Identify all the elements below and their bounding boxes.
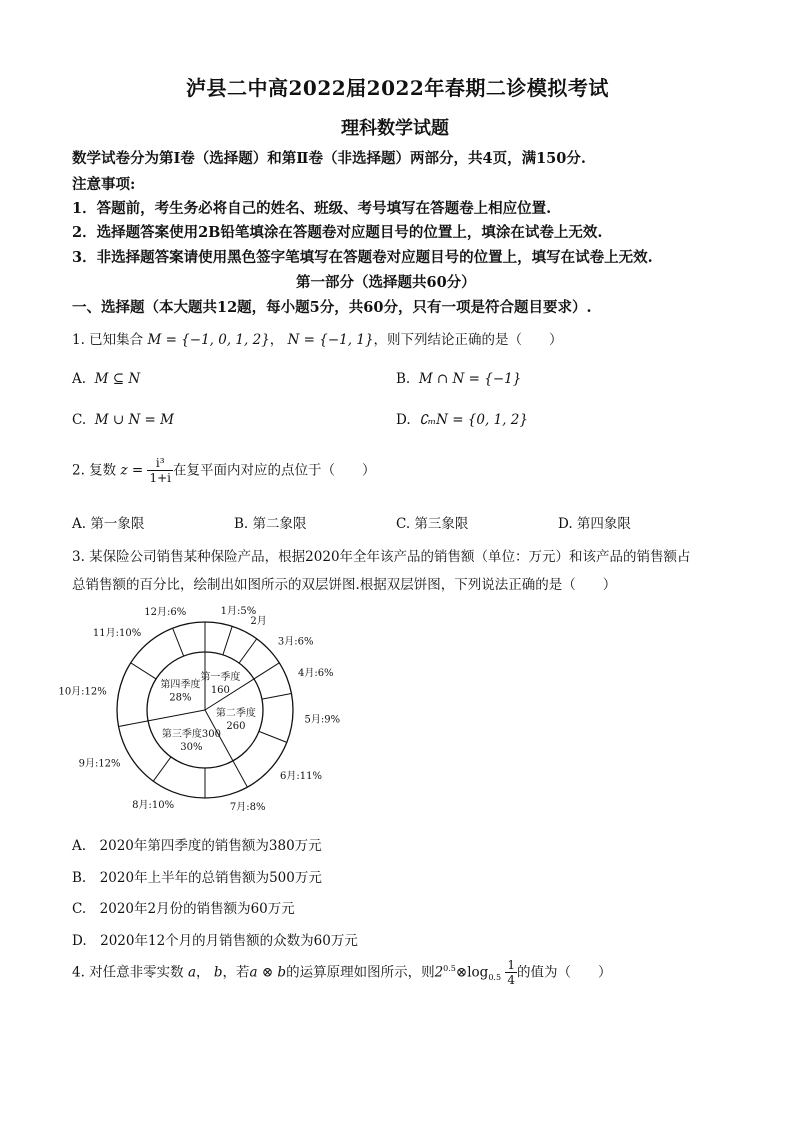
q4-log: log [467, 964, 489, 981]
quarter-value: 160 [210, 685, 230, 697]
q3-option-d: D. 2020年12个月的月销售额的众数为60万元 [72, 933, 358, 949]
q1-option-a [72, 371, 140, 387]
month-label: 3月:6% [277, 636, 314, 648]
q1-option-b-label: B. [396, 371, 411, 387]
q2-option-a: A. 第一象限 [72, 516, 145, 532]
month-divider [239, 639, 257, 663]
quarter-label: 第四季度 [160, 679, 201, 691]
q4-fraction-num: 1 [507, 958, 515, 972]
q1-option-c-text: M ∪ N = M [94, 412, 174, 428]
q4-b: b [213, 964, 223, 981]
q1-option-b-text: M ∩ N = {−1} [418, 371, 522, 387]
q1-set-m: M = {−1, 0, 1, 2} [147, 332, 270, 348]
q3-option-a: A. 2020年第四季度的销售额为380万元 [72, 838, 322, 854]
q2-fraction [147, 456, 173, 486]
question-3-line-2: 总销售额的百分比，绘制出如图所示的双层饼图.根据双层饼图，下列说法正确的是（ ） [72, 577, 617, 593]
question-4 [72, 958, 611, 988]
q2-z: z = [120, 462, 144, 479]
q2-prefix: 2. 复数 [72, 462, 117, 479]
q2-option-d: D. 第四象限 [558, 516, 631, 532]
q4-op: a ⊗ b [249, 964, 287, 981]
q2-option-c: C. 第三象限 [396, 516, 469, 532]
q4-otimes: ⊗ [455, 964, 468, 981]
quarter-divider [148, 710, 205, 721]
q3-option-b: B. 2020年上半年的总销售额为500万元 [72, 870, 322, 886]
q1-option-c-label: C. [72, 412, 87, 428]
double-pie-chart [58, 606, 346, 813]
q2-option-b: B. 第二象限 [234, 516, 307, 532]
q1-option-a-text: M ⊆ N [94, 371, 141, 387]
q1-option-d [396, 412, 528, 428]
q1-option-d-text: ∁ₘN = {0, 1, 2} [419, 412, 528, 428]
question-2 [72, 456, 376, 486]
question-3-line-1: 3. 某保险公司销售某种保险产品，根据2020年全年该产品的销售额（单位：万元）和该产品的销售额占 [72, 549, 691, 565]
month-divider [259, 731, 287, 742]
section-heading: 一、选择题（本大题共12题，每小题5分，共60分，只有一项是符合题目要求）. [72, 299, 592, 316]
q4-a: a [187, 964, 197, 981]
q3-option-c: C. 2020年2月份的销售额为60万元 [72, 901, 295, 917]
part-heading: 第一部分（选择题共60分） [296, 274, 476, 291]
month-divider [119, 721, 148, 727]
month-label: 10月:12% [58, 686, 107, 698]
quarter-value: 30% [180, 741, 203, 753]
q1-suffix: ，则下列结论正确的是（ ） [373, 332, 563, 348]
month-label: 12月:6% [144, 606, 187, 618]
q1-set-n: N = {−1, 1} [287, 332, 374, 348]
month-divider [173, 628, 184, 656]
quarter-label: 第二季度 [215, 707, 256, 719]
q1-option-b [396, 371, 521, 387]
exam-title: 泸县二中高2022届2022年春期二诊模拟考试 [186, 76, 609, 100]
q1-option-c [72, 412, 174, 428]
q1-sep: ， [269, 332, 284, 348]
q4-mid: ，若 [222, 964, 250, 981]
q2-numerator: i³ [147, 456, 173, 471]
q4-comma: ， [196, 964, 210, 981]
month-label: 9月:12% [78, 758, 121, 770]
month-divider [254, 663, 279, 679]
month-label: 4月:6% [297, 668, 334, 680]
month-divider [262, 694, 291, 700]
q4-base: 2 [434, 964, 444, 981]
q2-suffix: 在复平面内对应的点位于（ ） [173, 462, 376, 479]
q4-exp: 0.5 [443, 963, 456, 973]
q4-fraction [505, 958, 517, 988]
month-divider [153, 757, 171, 781]
q1-option-d-label: D. [396, 412, 411, 428]
q4-prefix: 4. 对任意非零实数 [72, 964, 184, 981]
exam-subtitle: 理科数学试题 [341, 118, 449, 139]
note-2: 2．选择题答案使用2B铅笔填涂在答题卷对应题目号的位置上，填涂在试卷上无效. [72, 224, 603, 241]
q4-suffix: 的值为（ ） [516, 964, 612, 981]
month-label: 5月:9% [304, 714, 341, 726]
quarter-value: 260 [226, 720, 246, 732]
month-label: 11月:10% [92, 627, 142, 639]
month-divider [233, 761, 247, 787]
month-label: 7月:8% [229, 801, 266, 813]
month-divider [131, 663, 156, 679]
notes-title: 注意事项: [72, 176, 136, 193]
q4-mid2: 的运算原理如图所示，则 [286, 964, 435, 981]
intro-line: 数学试卷分为第Ⅰ卷（选择题）和第Ⅱ卷（非选择题）两部分，共4页，满150分. [72, 150, 586, 167]
q4-logsub: 0.5 [488, 973, 502, 983]
month-label: 8月:10% [132, 800, 175, 812]
month-label: 2月 [250, 615, 267, 627]
month-label: 1月:5% [220, 606, 257, 618]
month-label: 6月:11% [280, 771, 322, 783]
q1-prefix: 1. 已知集合 [72, 332, 144, 348]
quarter-value: 28% [169, 692, 192, 704]
month-divider [223, 626, 232, 655]
note-1: 1．答题前，考生务必将自己的姓名、班级、考号填写在答题卷上相应位置. [72, 200, 552, 217]
q4-fraction-den: 4 [507, 973, 515, 988]
quarter-label: 第三季度300 [161, 728, 221, 740]
quarter-label: 第一季度 [200, 672, 241, 684]
q1-option-a-label: A. [72, 371, 87, 387]
note-3: 3．非选择题答案请使用黑色签字笔填写在答题卷对应题目号的位置上，填写在试卷上无效. [72, 249, 653, 266]
question-1 [72, 328, 563, 348]
q2-denominator: 1+i [149, 471, 172, 486]
